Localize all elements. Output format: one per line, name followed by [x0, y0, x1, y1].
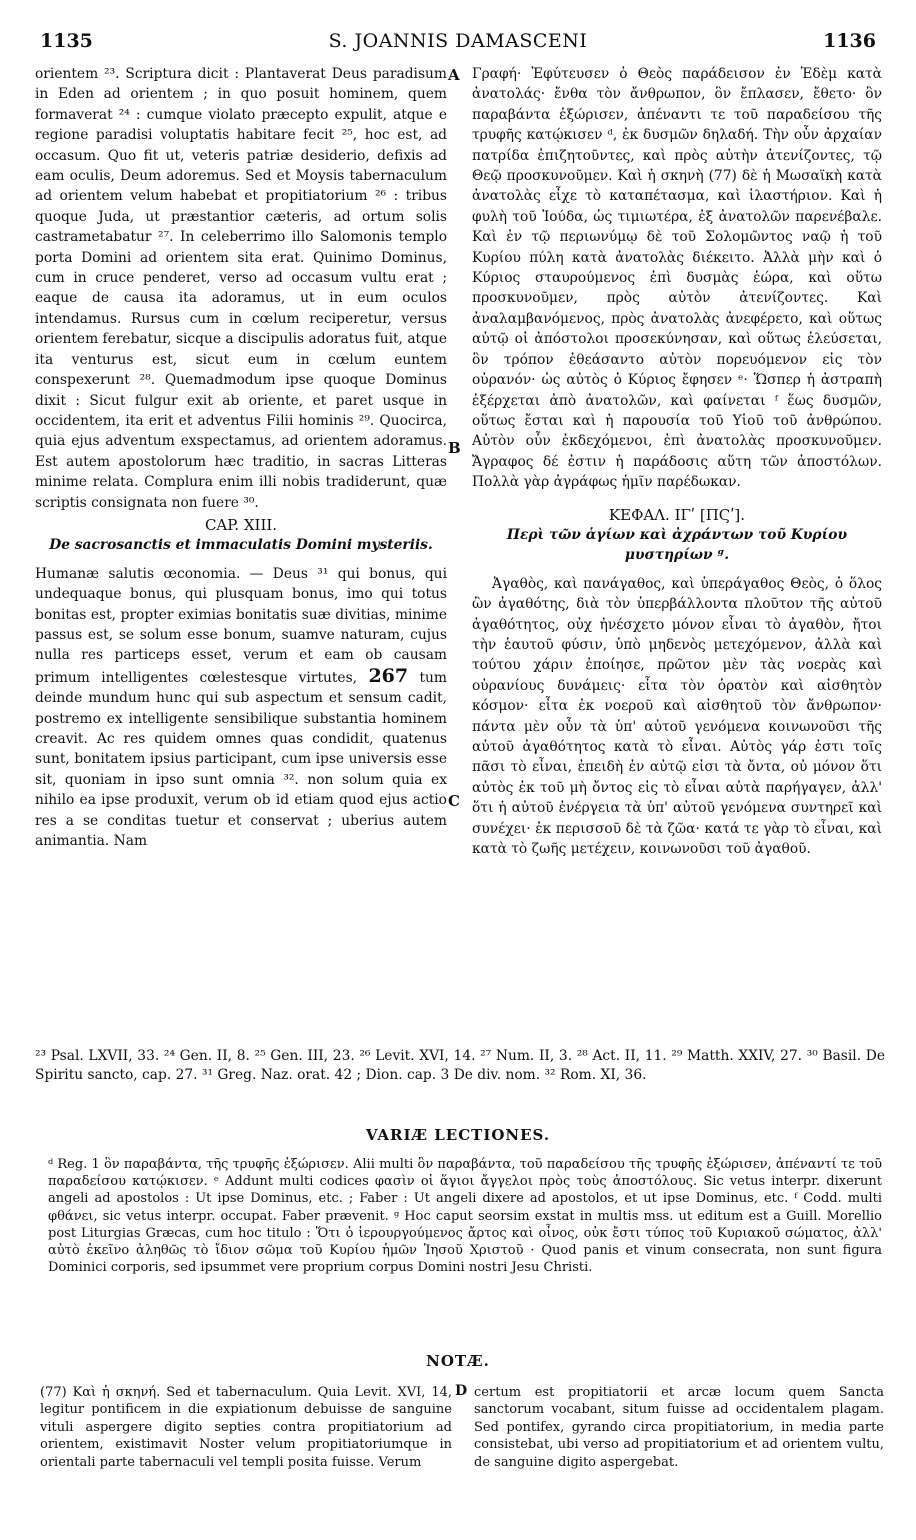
greek-paragraph-2: Ἀγαθὸς, καὶ πανάγαθος, καὶ ὑπεράγαθος Θεὸς, ὁ ὅλος ὢν ἀγαθότης, διὰ τὸν ὑπερβάλλοντα πλοῦτον τῆς αὐτοῦ ἀγαθότητος, οὐχ ἠνέσχετο μόνον εἶναι τὸ ἀγαθὸν, ἤτοι τὴν ἑαυτοῦ φύσιν, ὑπὸ μηδενὸς μετεχόμενον, ἀλλὰ καὶ τούτου χάριν ἐποίησε, πρῶτον μὲν τὰς νοερὰς καὶ οὐρανίους δυνάμεις· εἶτα τὸν ὁρατὸν καὶ αἰσθητὸν κόσμον· εἶτα ἐκ νοεροῦ καὶ αἰσθητοῦ τὸν ἄνθρωπον· πάντα μὲν οὖν τὰ ὑπ' αὐτοῦ γενόμενα κοινωνοῦσι τῆς αὐτοῦ ἀγαθότητος κατὰ τὸ εἶναι. Αὐτὸς γάρ ἐστι τοῖς πᾶσι τὸ εἶναι, ἐπειδὴ ἐν αὐτῷ εἰσι τὰ ὄντα, οὐ μόνον ὅτι αὐτὸς ἐκ τοῦ μὴ ὄντος εἰς τὸ εἶναι αὐτὰ παρήγαγεν, ἀλλ' ὅτι ἡ αὐτοῦ ἐνέργεια τὰ ὑπ' αὐτοῦ γενόμενα συντηρεῖ καὶ συνέχει· ἐκ περισσοῦ δὲ τὰ ζῶα· κατά τε γὰρ τὸ εἶναι, καὶ κατὰ τὸ ζωῆς μετέχειν, κοινωνοῦσι τοῦ ἀγαθοῦ.: [472, 575, 882, 858]
page-number-left: 1135: [40, 30, 93, 52]
margin-letter-d: D: [455, 1383, 468, 1399]
column-number: 267: [368, 664, 409, 687]
latin-chapter-heading: CAP. XIII.: [204, 515, 278, 534]
page-header: [40, 30, 876, 56]
margin-letter-c: C: [448, 792, 460, 810]
latin-column: [35, 64, 447, 851]
greek-chapter-title: Περὶ τῶν ἁγίων καὶ ἀχράντων τοῦ Κυρίου μυστηρίων ᵍ.: [506, 526, 848, 564]
page-number-right: 1136: [823, 30, 876, 52]
greek-paragraph-1: Γραφή· Ἐφύτευσεν ὁ Θεὸς παράδεισον ἐν Ἐδὲμ κατὰ ἀνατολάς· ἔνθα τὸν ἄνθρωπον, ὃν ἔπλασεν, ἔθετο· ὃν παραβάντα ἐξώρισεν, ἀπέναντι τε τοῦ παραδείσου τῆς τρυφῆς κατῴκισεν ᵈ, ἐκ δυσμῶν δηλαδή. Τὴν οὖν ἀρχαίαν πατρίδα ἐπιζητοῦντες, καὶ πρὸς αὐτὴν ἀτενίζοντες, τῷ Θεῷ προσκυνοῦμεν. Καὶ ἡ σκηνὴ (77) δὲ ἡ Μωσαϊκὴ κατὰ ἀνατολὰς εἶχε τὸ καταπέτασμα, καὶ ἱλαστήριον. Καὶ ἡ φυλὴ τοῦ Ἰούδα, ὡς τιμιωτέρα, ἐξ ἀνατολῶν παρενέβαλε. Καὶ ἐν τῷ περιωνύμῳ δὲ τοῦ Σολομῶντος ναῷ ἡ τοῦ Κυρίου πύλη κατὰ ἀνατολὰς διέκειτο. Ἀλλὰ μὴν καὶ ὁ Κύριος σταυρούμενος ἐπὶ δυσμὰς ἑώρα, καὶ οὕτω προσκυνοῦμεν, πρὸς αὐτὸν ἀτενίζοντες. Καὶ ἀναλαμβανόμενος, πρὸς ἀνατολὰς ἀνεφέρετο, καὶ οὕτως αὐτῷ οἱ ἀπόστολοι προσεκύνησαν, καὶ οὕτως ἐλεύσεται, ὃν τρόπον ἐθεάσαντο αὐτὸν πορευόμενον εἰς τὸν οὐρανόν· ὡς αὐτὸς ὁ Κύριος ἔφησεν ᵉ· Ὥσπερ ἡ ἀστραπὴ ἐξέρχεται ἀπὸ ἀνατολῶν, καὶ φαίνεται ᶠ ἕως δυσμῶν, οὕτως ἔσται καὶ ἡ παρουσία τοῦ Υἱοῦ τοῦ ἀνθρώπου. Αὐτὸν οὖν ἐκδεχόμενοι, ἐπὶ ἀνατολὰς προσκυνοῦμεν. Ἄγραφος δέ ἐστιν ἡ παράδοσις αὕτη τῶν ἀποστόλων. Πολλὰ γὰρ ἀγράφως ἡμῖν παρέδωκαν.: [472, 66, 882, 491]
running-title: S. JOANNIS DAMASCENI: [328, 30, 588, 52]
latin-chapter-title: De sacrosanctis et immaculatis Domini mysteriis.: [49, 537, 433, 554]
notae-heading: NOTÆ.: [426, 1352, 490, 1370]
latin-paragraph-2b: tum deinde mundum hunc qui sub aspectum et sensum cadit, postremo ex intelligente sensibilique substantia hominem creavit. Ac res quidem omnes quas condidit, quatenus sunt, bonitatem ipsius participant, cum ipse universis esse sit, quoniam in ipso sunt omnia ³². non solum quia ex nihilo ea ipse produxit, verum ob id etiam quod ejus actio res a se conditas tuetur et conservat ; uberius autem animantia. Nam: [35, 669, 448, 850]
latin-paragraph-1: orientem ²³. Scriptura dicit : Plantaverat Deus paradisum in Eden ad orientem ; in quo posuit hominem, quem formaverat ²⁴ : cumque violato præcepto expulit, atque e regione paradisi voluptatis habitare fecit ²⁵, hoc est, ad occasum. Quo fit ut, veteris patriæ desiderio, defixis ad eam oculis, Deum adoremus. Sed et Moysis tabernaculum ad orientem velum habebat et propitiatorium ²⁶ : tribus quoque Juda, ut præstantior cæteris, ad ortum solis castrametabatur ²⁷. In celeberrimo illo Salomonis templo porta Domini ad orientem sita erat. Quinimo Dominus, cum in cruce penderet, verso ad occasum vultu erat ; eaque de causa ita adoramus, ut in eum oculos intendamus. Rursus cum in cœlum reciperetur, versus orientem ferebatur, sicque a discipulis adoratus fuit, atque ita venturus est, sicut eum in cœlum euntem conspexerunt ²⁸. Quemadmodum ipse quoque Dominus dixit : Sicut fulgur exit ab oriente, et paret usque in occidentem, ita erit et adventus Filii hominis ²⁹. Quocirca, quia ejus adventum exspectamus, ad orientem adoramus. Est autem apostolorum hæc traditio, in sacras Litteras minime relata. Complura enim illi nobis tradiderunt, quæ scriptis consignata non fuere ³⁰.: [35, 66, 447, 511]
variae-lectiones-text: ᵈ Reg. 1 ὃν παραβάντα, τῆς τρυφῆς ἐξώρισεν. Alii multi ὃν παραβάντα, τοῦ παραδείσου τῆς τρυφῆς ἐξώρισεν, ἀπέναντί τε τοῦ παραδείσου κατῴκισεν. ᵉ Addunt multi codices φασὶν οἱ ἅγιοι ἄγγελοι πρὸς τοὺς ἀποστόλους. Sic vetus interpr. dixerunt angeli ad apostolos : Ut ipse Dominus, etc. ; Faber : Ut angeli dixere ad apostolos, et ut ipse Dominus, etc. ᶠ Codd. multi φθάνει, sic vetus interpr. occupat. Faber prævenit. ᵍ Hoc caput seorsim exstat in multis mss. ut editum est a Guill. Morellio post Liturgias Græcas, cum hoc titulo : Ὅτι ὁ ἱερουργούμενος ἄρτος καὶ οἶνος, οὐκ ἔστι τύπος τοῦ Κυριακοῦ σώματος, ἀλλ' αὐτὸ ἐκεῖνο ἀληθῶς τὸ ἴδιον σῶμα τοῦ Κυρίου ἡμῶν Ἰησοῦ Χριστοῦ · Quod panis et vinum consecrata, non sunt figura Dominici corporis, sed ipsummet vere proprium corpus Domini nostri Jesu Christi.: [48, 1157, 882, 1276]
latin-paragraph-2: [35, 564, 447, 852]
variae-lectiones-heading: VARIÆ LECTIONES.: [365, 1126, 551, 1144]
margin-letter-b: B: [448, 439, 461, 457]
greek-column: [472, 64, 882, 859]
margin-letter-a: A: [448, 66, 460, 84]
footnotes: ²³ Psal. LXVII, 33. ²⁴ Gen. II, 8. ²⁵ Gen. III, 23. ²⁶ Levit. XVI, 14. ²⁷ Num. II, 3. ²⁸ Act. II, 11. ²⁹ Matth. XXIV, 27. ³⁰ Basil. De Spiritu sancto, cap. 27. ³¹ Greg. Naz. orat. 42 ; Dion. cap. 3 De div. nom. ³² Rom. XI, 36.: [35, 1048, 885, 1083]
notae-left-column: (77) Καὶ ἡ σκηνή. Sed et tabernaculum. Quia Levit. XVI, 14, legitur pontificem in die expiationum debuisse de sanguine vituli aspergere digito septies contra propitiatorium ad orientem, existimavit Noster velum propitiatoriumque in orientali parte tabernaculi vel templi posita fuisse. Verum: [40, 1385, 452, 1470]
latin-paragraph-2a: Humanæ salutis œconomia. — Deus ³¹ qui bonus, qui undequaque bonus, qui plusquam bonus, imo qui totus bonitas est, propter eximias bonitatis suæ divitias, minime passus est, se solum esse bonum, suamve naturam, cujus nulla res particeps esset, verum et eam ob causam primum intelligentes cœlestesque virtutes,: [35, 565, 447, 686]
notae-right-column: certum est propitiatorii et arcæ locum quem Sancta sanctorum vocabant, situm fuisse ad occidentalem plagam. Sed pontifex, gyrando circa propitiatorium, in media parte consistebat, ubi verso ad propitiatorium et ad orientem vultu, de sanguine digito aspergebat.: [474, 1385, 884, 1470]
greek-chapter-heading: ΚΕΦΑΛ. ΙΓʹ [ΠϚʹ].: [608, 505, 746, 524]
